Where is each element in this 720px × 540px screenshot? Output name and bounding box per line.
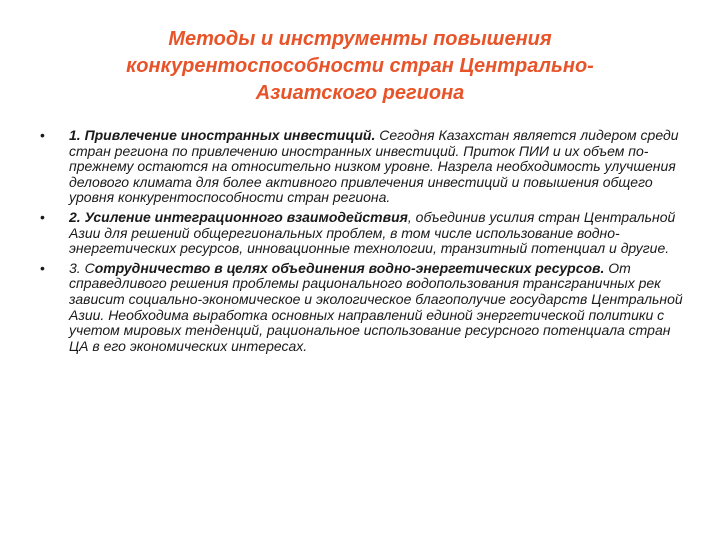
item-heading: 2. Усиление интеграционного взаимодействия bbox=[69, 208, 408, 225]
slide-title bbox=[60, 26, 660, 107]
bullet-icon: • bbox=[40, 127, 45, 143]
title-line-3: Азиатского региона bbox=[255, 82, 465, 104]
item-body: От справедливого решения проблемы рационального водопользования трансграничных рек зависит социально-экономическое и экологическое благополучие государств Центральной Азии. Необходима выработка основных направлений единой энергетической политики с учетом мировых тенденций, рациональное использование ресурсного потенциала стран ЦА в его экономических интересах. bbox=[69, 259, 683, 354]
bullet-list bbox=[40, 128, 690, 358]
list-item-investment bbox=[40, 128, 690, 206]
item-body: , объединив усилия стран Центральной Азии для решений общерегиональных проблем, в том числе использование водно-энергетических ресурсов, инновационные технологии, транзитный потенциал и другие. bbox=[69, 208, 676, 257]
bullet-icon: • bbox=[40, 259, 45, 276]
bullet-icon: • bbox=[40, 208, 45, 225]
list-item-integration bbox=[40, 210, 690, 257]
item-prefix: 3. С bbox=[69, 259, 95, 276]
item-heading: отрудничество в целях объединения водно-энергетических ресурсов. bbox=[94, 259, 605, 276]
list-item-cooperation bbox=[40, 261, 690, 355]
title-line-2: конкурентоспособности стран Центрально- bbox=[126, 55, 594, 77]
item-body: Сегодня Казахстан является лидером среди стран региона по привлечению иностранных инвестиций. Приток ПИИ и их объем по-прежнему остаются на относительно низком уровне. Назрела необходимость улучшения делового климата для более активного привлечения инвестиций и повышения общего уровня конкурентоспособности стран региона. bbox=[69, 127, 679, 206]
item-heading: 1. Привлечение иностранных инвестиций. bbox=[69, 127, 376, 143]
title-line-1: Методы и инструменты повышения bbox=[168, 28, 552, 50]
